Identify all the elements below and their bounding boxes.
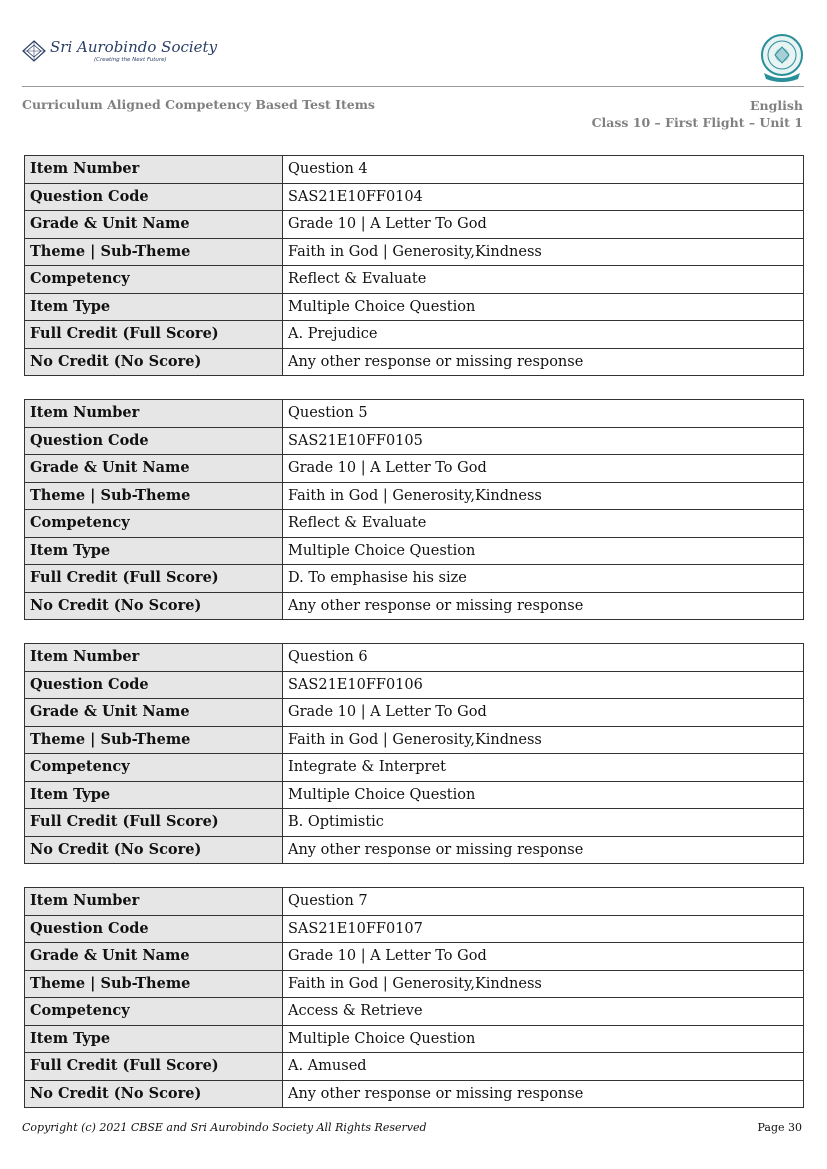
header-divider — [22, 86, 804, 87]
row-value: Grade 10 | A Letter To God — [283, 211, 804, 239]
row-value: A. Amused — [283, 1053, 804, 1081]
row-label: Competency — [25, 754, 283, 782]
table-row — [25, 943, 804, 971]
row-label: Competency — [25, 998, 283, 1026]
row-label: Full Credit (Full Score) — [25, 809, 283, 837]
row-value: A. Prejudice — [283, 321, 804, 349]
table-row — [25, 671, 804, 699]
document-title: Curriculum Aligned Competency Based Test Items — [22, 97, 375, 112]
row-value: SAS21E10FF0105 — [283, 427, 804, 455]
table-row — [25, 781, 804, 809]
row-value: Any other response or missing response — [283, 348, 804, 376]
table-row — [25, 644, 804, 672]
table-row — [25, 156, 804, 184]
row-label: Theme | Sub-Theme — [25, 238, 283, 266]
row-value: D. To emphasise his size — [283, 565, 804, 593]
subject-info — [592, 97, 803, 131]
logo-text: Sri Aurobindo Society — [50, 38, 218, 56]
row-value: Reflect & Evaluate — [283, 510, 804, 538]
row-label: Item Type — [25, 537, 283, 565]
table-row — [25, 211, 804, 239]
row-label: Theme | Sub-Theme — [25, 970, 283, 998]
row-value: Faith in God | Generosity,Kindness — [283, 726, 804, 754]
row-label: Item Number — [25, 888, 283, 916]
row-label: Grade & Unit Name — [25, 211, 283, 239]
row-value: Grade 10 | A Letter To God — [283, 943, 804, 971]
row-label: Item Number — [25, 400, 283, 428]
subject-label: English — [750, 98, 803, 113]
row-value: Faith in God | Generosity,Kindness — [283, 482, 804, 510]
table-row — [25, 565, 804, 593]
row-label: Question Code — [25, 183, 283, 211]
row-label: Question Code — [25, 427, 283, 455]
table-row — [25, 537, 804, 565]
row-value: SAS21E10FF0104 — [283, 183, 804, 211]
item-table — [24, 887, 804, 1108]
row-value: Multiple Choice Question — [283, 537, 804, 565]
row-value: SAS21E10FF0106 — [283, 671, 804, 699]
table-row — [25, 970, 804, 998]
table-row — [25, 1025, 804, 1053]
row-value: Grade 10 | A Letter To God — [283, 699, 804, 727]
row-label: Item Number — [25, 156, 283, 184]
lotus-icon — [22, 40, 46, 62]
table-row — [25, 726, 804, 754]
row-value: Question 7 — [283, 888, 804, 916]
table-row — [25, 238, 804, 266]
table-row — [25, 592, 804, 620]
row-label: Question Code — [25, 671, 283, 699]
row-value: B. Optimistic — [283, 809, 804, 837]
table-row — [25, 348, 804, 376]
table-row — [25, 427, 804, 455]
table-row — [25, 1053, 804, 1081]
row-label: Grade & Unit Name — [25, 455, 283, 483]
row-label: No Credit (No Score) — [25, 1080, 283, 1108]
row-label: Full Credit (Full Score) — [25, 321, 283, 349]
row-label: Competency — [25, 510, 283, 538]
row-value: Question 4 — [283, 156, 804, 184]
row-label: Item Type — [25, 781, 283, 809]
copyright-notice: Copyright (c) 2021 CBSE and Sri Aurobindo Society All Rights Reserved — [22, 1121, 427, 1134]
table-row — [25, 998, 804, 1026]
row-value: Faith in God | Generosity,Kindness — [283, 970, 804, 998]
sri-aurobindo-society-logo — [22, 36, 218, 68]
row-label: Full Credit (Full Score) — [25, 565, 283, 593]
row-label: Item Type — [25, 1025, 283, 1053]
logo-tagline: (Creating the Next Future) — [94, 57, 167, 63]
table-row — [25, 888, 804, 916]
row-value: Multiple Choice Question — [283, 1025, 804, 1053]
row-label: Grade & Unit Name — [25, 943, 283, 971]
row-value: Question 5 — [283, 400, 804, 428]
row-label: No Credit (No Score) — [25, 592, 283, 620]
item-table — [24, 155, 804, 376]
table-row — [25, 1080, 804, 1108]
row-label: Question Code — [25, 915, 283, 943]
class-info-label: Class 10 – First Flight – Unit 1 — [591, 115, 803, 130]
row-label: Theme | Sub-Theme — [25, 726, 283, 754]
cbse-seal-icon — [759, 33, 805, 83]
row-value: Multiple Choice Question — [283, 293, 804, 321]
table-row — [25, 915, 804, 943]
item-table — [24, 399, 804, 620]
table-row — [25, 400, 804, 428]
table-row — [25, 836, 804, 864]
row-label: Item Type — [25, 293, 283, 321]
table-row — [25, 321, 804, 349]
row-value: Integrate & Interpret — [283, 754, 804, 782]
row-label: Theme | Sub-Theme — [25, 482, 283, 510]
row-value: Question 6 — [283, 644, 804, 672]
row-label: Full Credit (Full Score) — [25, 1053, 283, 1081]
table-row — [25, 183, 804, 211]
row-value: Any other response or missing response — [283, 592, 804, 620]
item-table — [24, 643, 804, 864]
row-value: Faith in God | Generosity,Kindness — [283, 238, 804, 266]
row-label: No Credit (No Score) — [25, 836, 283, 864]
table-row — [25, 266, 804, 294]
row-value: SAS21E10FF0107 — [283, 915, 804, 943]
table-row — [25, 809, 804, 837]
row-label: Competency — [25, 266, 283, 294]
row-label: No Credit (No Score) — [25, 348, 283, 376]
row-value: Access & Retrieve — [283, 998, 804, 1026]
row-label: Item Number — [25, 644, 283, 672]
table-row — [25, 293, 804, 321]
page-number: Page 30 — [757, 1121, 802, 1134]
row-value: Any other response or missing response — [283, 1080, 804, 1108]
table-row — [25, 754, 804, 782]
row-value: Any other response or missing response — [283, 836, 804, 864]
table-row — [25, 699, 804, 727]
table-row — [25, 510, 804, 538]
row-value: Grade 10 | A Letter To God — [283, 455, 804, 483]
row-value: Multiple Choice Question — [283, 781, 804, 809]
row-label: Grade & Unit Name — [25, 699, 283, 727]
table-row — [25, 482, 804, 510]
table-row — [25, 455, 804, 483]
row-value: Reflect & Evaluate — [283, 266, 804, 294]
